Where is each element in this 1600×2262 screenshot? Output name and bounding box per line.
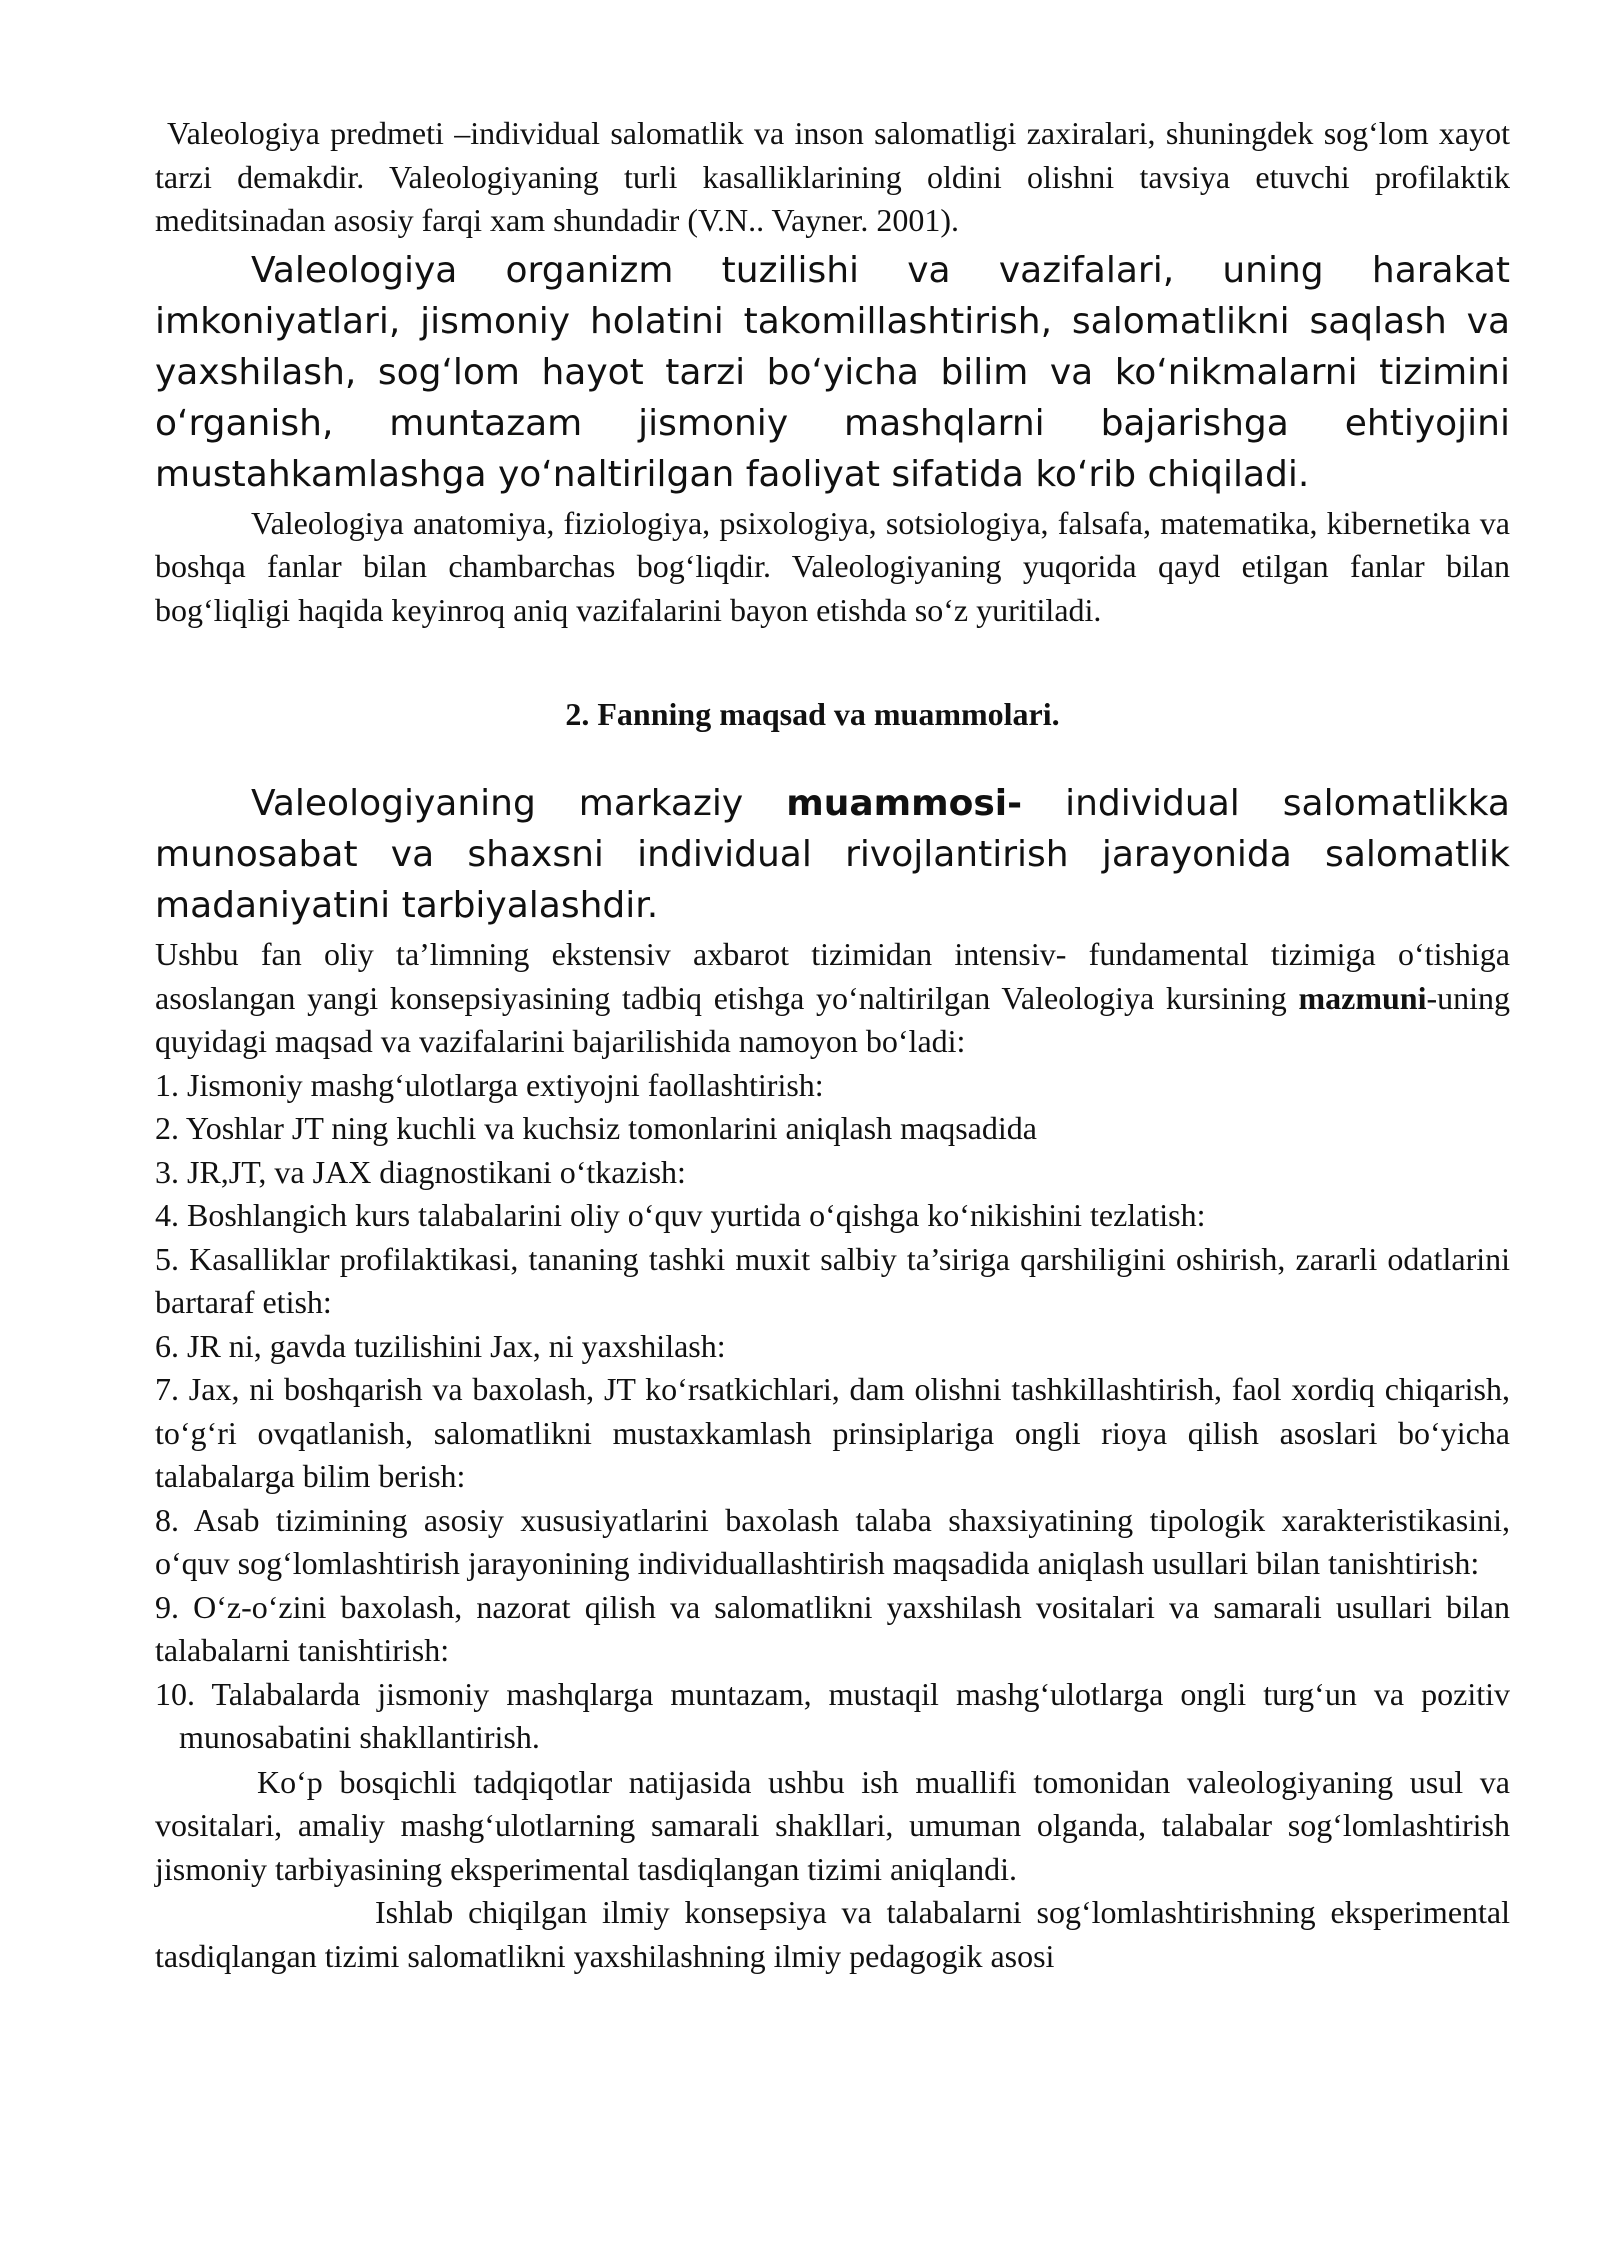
related-sciences-paragraph: Valeologiya anatomiya, fiziologiya, psixologiya, sotsiologiya, falsafa, matematika, kibernetika va boshqa fanlar bilan chambarchas bog‘liqdir. Valeologiyaning yuqorida qayd etilgan fanlar bilan bog‘liqligi haqida keyinroq aniq vazifalarini bayon etishda so‘z yuritiladi. — [155, 504, 1510, 628]
list-item: 6. JR ni, gavda tuzilishini Jax, ni yaxshilash: — [155, 1327, 726, 1364]
list-item: 1. Jismoniy mashg‘ulotlarga extiyojni faollashtirish: — [155, 1066, 824, 1103]
list-item: 3. JR,JT, va JAX diagnostikani o‘tkazish: — [155, 1153, 686, 1190]
intro-paragraph: Valeologiya predmeti –individual salomatlik va inson salomatligi zaxiralari, shuningdek sog‘lom xayot tarzi demakdir. Valeologiyaning turli kasalliklarining oldini olishni tavsiya etuvchi profilaktik meditsinadan asosiy farqi xam shundadir (V.N.. Vayner. 2001). — [155, 115, 1510, 238]
list-item: 9. O‘z-o‘zini baxolash, nazorat qilish va salomatlikni yaxshilash vositalari va samarali usullari bilan talabalarni tanishtirish: — [155, 1588, 1510, 1668]
tasks-list — [155, 1064, 1510, 1760]
central-problem-paragraph — [155, 778, 1510, 931]
list-item: 10. Talabalarda jismoniy mashqlarga muntazam, mustaqil mashg‘ulotlarga ongli turg‘un va pozitiv munosabatini shakllantirish. — [155, 1675, 1510, 1755]
content-text-start: Ushbu fan oliy ta’limning ekstensiv axbarot tizimidan intensiv- fundamental tizimiga o‘tishiga asoslangan yangi konsepsiyasining tadbiq etishga yo‘naltirilgan Valeologiya kursining — [155, 936, 1510, 1016]
content-text-end: -uning quyidagi maqsad va vazifalarini bajarilishida namoyon bo‘ladi: — [155, 979, 1510, 1059]
section-heading: 2. Fanning maqsad va muammolari. — [565, 696, 1060, 732]
list-item: 2. Yoshlar JT ning kuchli va kuchsiz tomonlarini aniqlash maqsadida — [155, 1110, 1037, 1146]
concept-paragraph: Ishlab chiqilgan ilmiy konsepsiya va talabalarni sog‘lomlashtirishning eksperimental tasdiqlangan tizimi salomatlikni yaxshilashning ilmiy pedagogik asosi — [155, 1894, 1510, 1974]
research-results-paragraph: Ko‘p bosqichli tadqiqotlar natijasida ushbu ish muallifi tomonidan valeologiyaning usul va vositalari, amaliy mashg‘ulotlarning samarali shakllari, umuman olganda, talabalar sog‘lomlashtirish jismoniy tarbiyasining eksperimental tasdiqlangan tizimi aniqlandi. — [155, 1763, 1510, 1887]
definition-paragraph: Valeologiya organizm tuzilishi va vazifalari, uning harakat imkoniyatlari, jismoniy holatini takomillashtirish, salomatlikni saqlash va yaxshilash, sog‘lom hayot tarzi bo‘yicha bilim va ko‘nikmalarni tizimini o‘rganish, muntazam jismoniy mashqlarni bajarishga ehtiyojini mustahkamlashga yo‘naltirilgan faoliyat sifatida ko‘rib chiqiladi. — [155, 249, 1510, 495]
list-item: 4. Boshlangich kurs talabalarini oliy o‘quv yurtida o‘qishga ko‘nikishini tezlatish: — [155, 1197, 1206, 1233]
list-item: 8. Asab tizimining asosiy xususiyatlarini baxolash talaba shaxsiyatining tipologik xarakteristikasini, o‘quv sog‘lomlashtirish jarayonining individuallashtirish maqsadida aniqlash usullari bilan tanishtirish: — [155, 1501, 1510, 1581]
course-content-paragraph — [155, 933, 1510, 1064]
content-keyword: mazmuni — [1298, 979, 1427, 1016]
document-body — [155, 112, 1510, 1978]
list-item: 5. Kasalliklar profilaktikasi, tananing tashki muxit salbiy ta’siriga qarshiligini oshirish, zararli odatlarini bartaraf etish: — [155, 1240, 1510, 1320]
problem-keyword: muammosi- — [786, 783, 1023, 824]
problem-text-end: individual salomatlikka munosabat va shaxsni individual rivojlantirish jarayonida salomatlik madaniyatini tarbiyalashdir. — [155, 783, 1510, 926]
list-item: 7. Jax, ni boshqarish va baxolash, JT ko‘rsatkichlari, dam olishni tashkillashtirish, faol xordiq chiqarish, to‘g‘ri ovqatlanish, salomatlikni mustaxkamlash prinsiplariga ongli rioya qilish asoslari bo‘yicha talabalarga bilim berish: — [155, 1371, 1510, 1494]
problem-text-start: Valeologiyaning markaziy — [251, 783, 787, 824]
